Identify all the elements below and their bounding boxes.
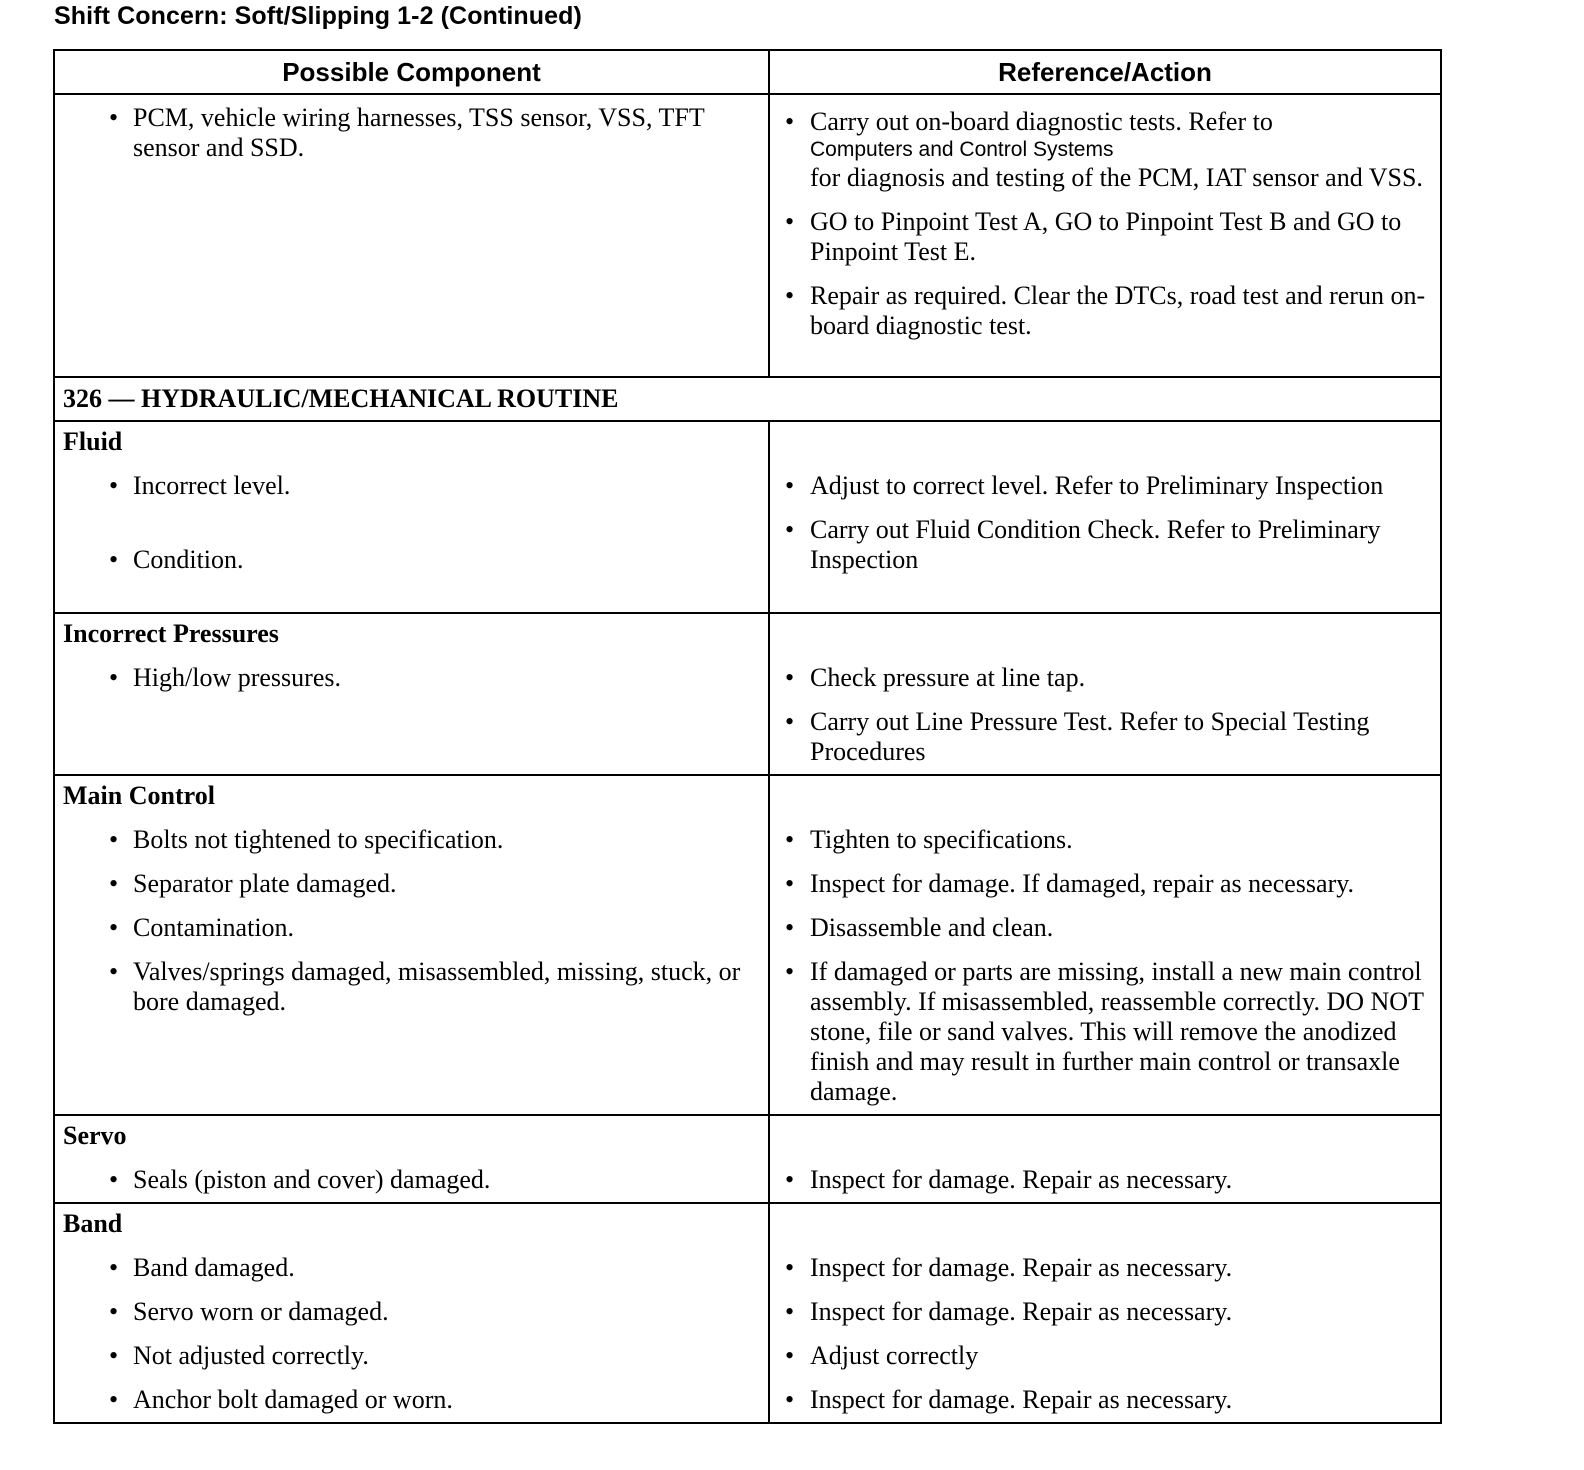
column-header-component: Possible Component: [54, 50, 769, 94]
group-heading: Fluid: [63, 427, 123, 456]
action-cell: [769, 613, 1441, 775]
group-heading: Incorrect Pressures: [63, 619, 279, 648]
table-row: [54, 94, 1441, 377]
section-row: [54, 377, 1441, 421]
action-item: • Inspect for damage. If damaged, repair as necessary.: [770, 869, 1440, 899]
column-header-action: Reference/Action: [769, 50, 1441, 94]
reference-link[interactable]: Computers and Control Systems: [810, 138, 1114, 161]
action-text: for diagnosis and testing of the PCM, IAT sensor and VSS.: [810, 163, 1423, 192]
table-row: [54, 1115, 1441, 1203]
action-item: • Check pressure at line tap.: [770, 663, 1440, 693]
component-item: • High/low pressures.: [55, 663, 768, 693]
action-item: • GO to Pinpoint Test A, GO to Pinpoint Test B and GO to Pinpoint Test E.: [770, 207, 1440, 267]
action-item: • Carry out Fluid Condition Check. Refer to Preliminary Inspection: [770, 515, 1440, 575]
component-item: • PCM, vehicle wiring harnesses, TSS sensor, VSS, TFT sensor and SSD.: [55, 103, 768, 163]
action-item: • Adjust correctly: [770, 1341, 1440, 1371]
action-cell: [769, 94, 1441, 377]
action-cell: [769, 1203, 1441, 1423]
table-row: [54, 421, 1441, 613]
table-header-row: [54, 50, 1441, 94]
component-cell: [54, 1203, 769, 1423]
action-item: • Disassemble and clean.: [770, 913, 1440, 943]
component-item: • Servo worn or damaged.: [55, 1297, 768, 1327]
component-item: • Seals (piston and cover) damaged.: [55, 1165, 768, 1195]
component-item: • Bolts not tightened to specification.: [55, 825, 768, 855]
action-cell: [769, 1115, 1441, 1203]
diagnosis-table: [53, 49, 1442, 1424]
component-cell: [54, 421, 769, 613]
component-item: • Valves/springs damaged, misassembled, missing, stuck, or bore damaged.: [55, 957, 768, 1017]
component-cell: [54, 775, 769, 1115]
table-row: [54, 775, 1441, 1115]
action-item: • Inspect for damage. Repair as necessary.: [770, 1253, 1440, 1283]
component-item: • Separator plate damaged.: [55, 869, 768, 899]
action-item: • Repair as required. Clear the DTCs, road test and rerun on-board diagnostic test.: [770, 281, 1440, 341]
action-cell: [769, 775, 1441, 1115]
group-heading: Servo: [63, 1121, 127, 1150]
component-item: • Not adjusted correctly.: [55, 1341, 768, 1371]
component-cell: [54, 613, 769, 775]
section-label: 326 — HYDRAULIC/MECHANICAL ROUTINE: [54, 377, 1441, 421]
action-cell: [769, 421, 1441, 613]
component-item: • Anchor bolt damaged or worn.: [55, 1385, 768, 1415]
action-text: Carry out on-board diagnostic tests. Refer to: [810, 107, 1273, 136]
group-heading: Band: [63, 1209, 123, 1238]
action-item: • Carry out Line Pressure Test. Refer to Special Testing Procedures: [770, 707, 1440, 767]
action-item: • Inspect for damage. Repair as necessary.: [770, 1385, 1440, 1415]
component-item: • Condition.: [55, 545, 768, 575]
component-item: • Band damaged.: [55, 1253, 768, 1283]
component-item: • Incorrect level.: [55, 471, 768, 501]
action-item: • Inspect for damage. Repair as necessary.: [770, 1297, 1440, 1327]
action-item: • Adjust to correct level. Refer to Preliminary Inspection: [770, 471, 1440, 501]
page-title: Shift Concern: Soft/Slipping 1-2 (Continued): [54, 2, 582, 30]
action-item: • If damaged or parts are missing, install a new main control assembly. If misassembled, reassemble correctly. DO NOT stone, file or sand valves. This will remove the anodized finish and may result in further main control or transaxle damage.: [770, 957, 1440, 1107]
component-cell: [54, 94, 769, 377]
component-item: • Contamination.: [55, 913, 768, 943]
group-heading: Main Control: [63, 781, 215, 810]
component-cell: [54, 1115, 769, 1203]
table-row: [54, 1203, 1441, 1423]
action-item: [770, 107, 1440, 193]
action-item: • Tighten to specifications.: [770, 825, 1440, 855]
action-item: • Inspect for damage. Repair as necessary.: [770, 1165, 1440, 1195]
table-row: [54, 613, 1441, 775]
